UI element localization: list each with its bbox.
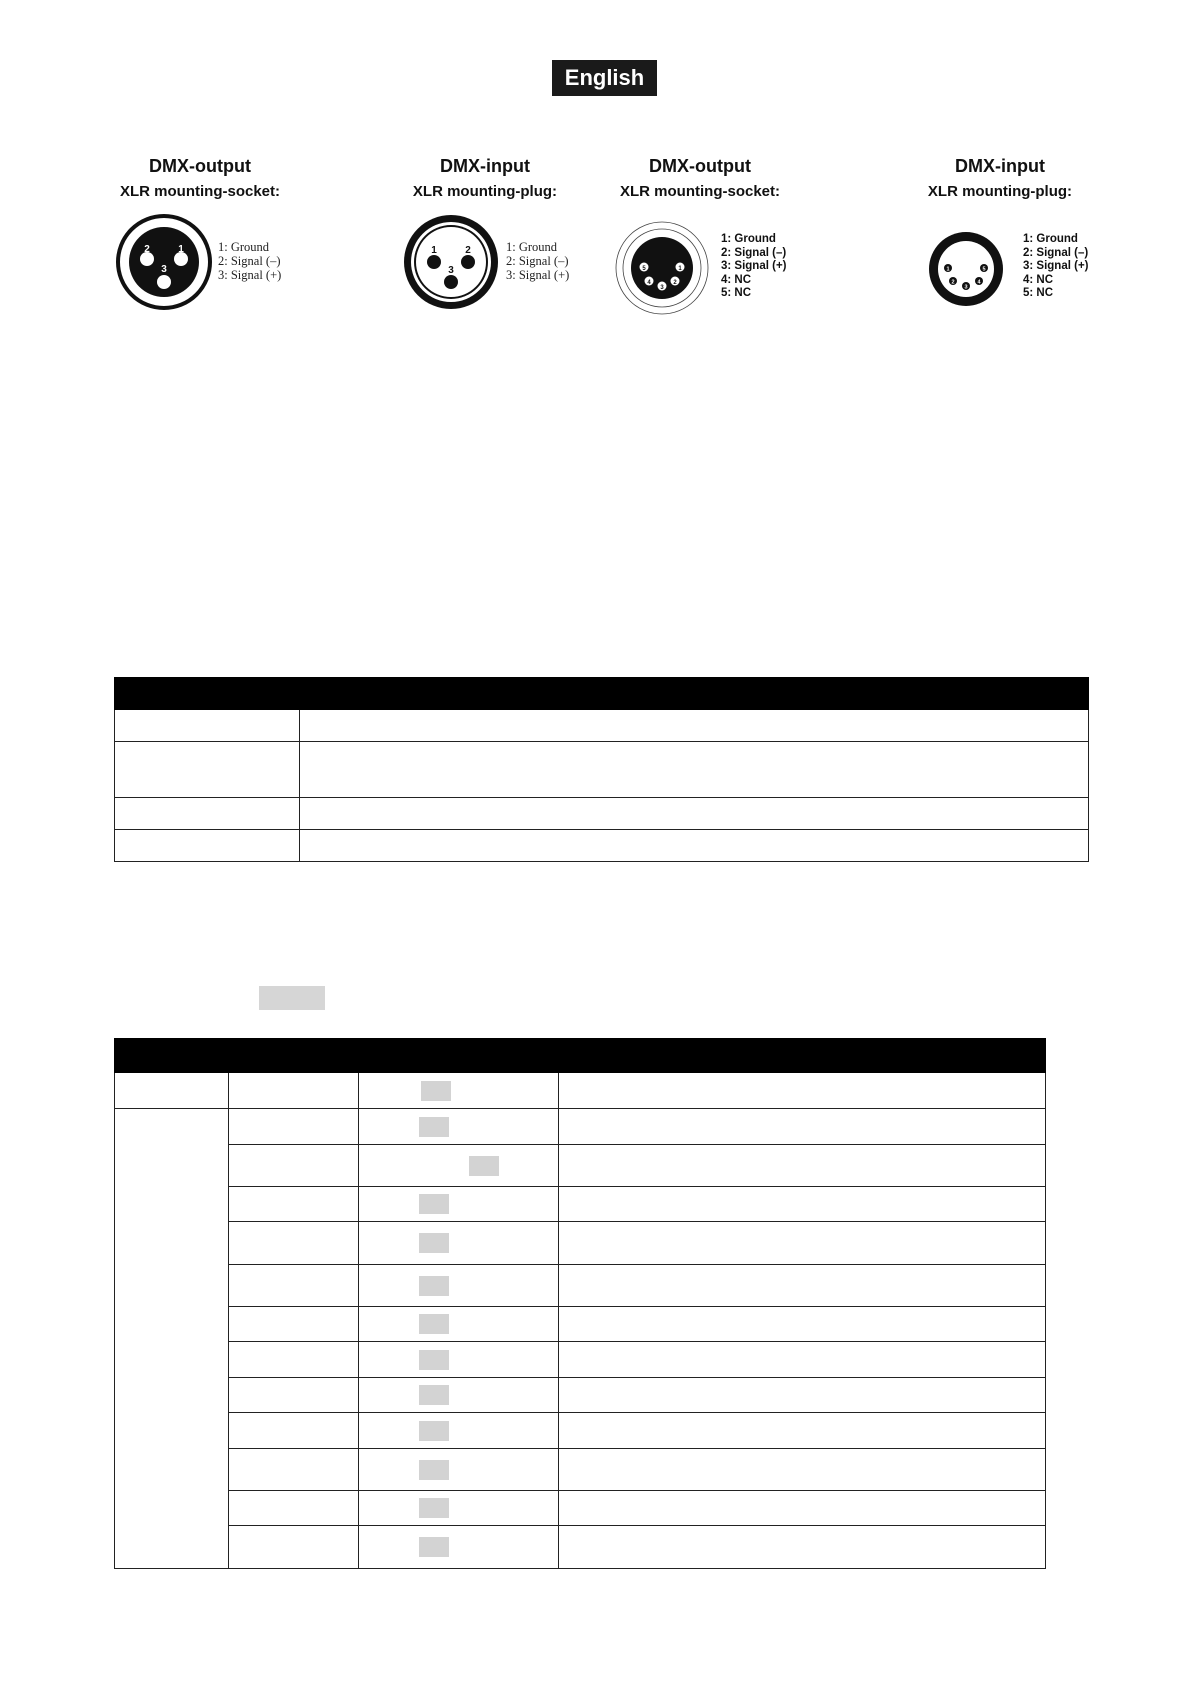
table-header-row: [115, 1039, 1046, 1073]
pin-number: 3: [660, 285, 664, 291]
highlight: [419, 1194, 449, 1214]
xlr-5pin-socket-diagram: [614, 220, 710, 316]
pin-legend: [218, 240, 281, 282]
highlight: [419, 1537, 449, 1557]
table-cell: [559, 1413, 1046, 1449]
pin-number: 1: [431, 245, 437, 256]
pin-number: 3: [161, 264, 167, 275]
table-1: [114, 677, 1089, 862]
pin-number: 3: [964, 284, 968, 291]
table-header-cell: [300, 678, 1089, 710]
table-row: [115, 1449, 1046, 1491]
pin-label: 3: Signal (+): [1023, 260, 1089, 272]
table-cell: [359, 1526, 559, 1569]
xlr-5pin-plug-diagram: [928, 231, 1004, 307]
connector-subtitle: XLR mounting-plug:: [412, 183, 558, 200]
connector-subtitle: XLR mounting-plug:: [927, 183, 1073, 200]
pin-number: 1: [946, 266, 950, 273]
table-cell: [559, 1109, 1046, 1145]
table-row: [115, 742, 1089, 798]
table-row: [115, 1073, 1046, 1109]
pin-number: 5: [982, 266, 986, 273]
connector-subtitle: XLR mounting-socket:: [620, 183, 780, 200]
highlight: [419, 1460, 449, 1480]
table-cell: [359, 1413, 559, 1449]
table-cell: [229, 1265, 359, 1307]
pin-label: 2: Signal (–): [506, 254, 569, 268]
table-row: [115, 1491, 1046, 1526]
highlight: [419, 1314, 449, 1334]
pin-label: 1: Ground: [1023, 233, 1078, 245]
table-row: [115, 1413, 1046, 1449]
table-cell: [229, 1413, 359, 1449]
table-cell: [559, 1307, 1046, 1342]
language-tag: English: [552, 60, 657, 96]
pin-number: 1: [678, 266, 682, 272]
pin-label: 3: Signal (+): [506, 268, 570, 282]
table-cell: [300, 798, 1089, 830]
xlr-3pin-plug-diagram: [401, 212, 501, 312]
table-row: [115, 1187, 1046, 1222]
table-cell: [559, 1145, 1046, 1187]
table-cell: [229, 1491, 359, 1526]
pin-label: 5: NC: [1023, 287, 1054, 299]
table-cell: [115, 710, 300, 742]
xlr-3pin-socket-diagram: [114, 212, 214, 312]
pin-label: 4: NC: [1023, 273, 1054, 286]
table-row: [115, 798, 1089, 830]
table-cell: [359, 1449, 559, 1491]
pin-number: 2: [465, 245, 471, 256]
table-cell: [115, 830, 300, 862]
pin-number: 3: [448, 265, 454, 276]
table-row: [115, 1526, 1046, 1569]
table-cell: [559, 1449, 1046, 1491]
table-cell: [229, 1145, 359, 1187]
pin-number: 2: [951, 279, 955, 286]
table-cell: [300, 830, 1089, 862]
highlight: [419, 1233, 449, 1253]
pin-label: 3: Signal (+): [218, 268, 282, 282]
pin-label: 3: Signal (+): [721, 260, 787, 272]
table-row: [115, 710, 1089, 742]
pin-label: 1: Ground: [506, 240, 558, 254]
table-cell: [359, 1265, 559, 1307]
highlight: [469, 1156, 499, 1176]
pin-label: 2: Signal (–): [721, 246, 787, 259]
table-cell: [115, 798, 300, 830]
table-row: [115, 1378, 1046, 1413]
table-cell: [229, 1449, 359, 1491]
pin-label: 5: NC: [721, 287, 752, 299]
table-row: [115, 1307, 1046, 1342]
table-cell: [359, 1307, 559, 1342]
connector-dmx-output-5pin: [610, 156, 790, 200]
table-row: [115, 830, 1089, 862]
table-cell: [115, 742, 300, 798]
pin-label: 2: Signal (–): [1023, 246, 1089, 259]
table-cell: [559, 1526, 1046, 1569]
pin-number: 2: [673, 280, 677, 286]
table-cell: [559, 1342, 1046, 1378]
pin-legend: [1023, 233, 1089, 301]
table-cell: [115, 1109, 229, 1569]
highlight: [419, 1350, 449, 1370]
pin-number: 1: [178, 244, 184, 255]
pin-number: 2: [144, 244, 150, 255]
table-cell: [229, 1073, 359, 1109]
table-header-row: [115, 678, 1089, 710]
highlight: [419, 1498, 449, 1518]
connector-title: DMX-output: [149, 156, 251, 176]
table-cell: [359, 1222, 559, 1265]
table-cell: [359, 1187, 559, 1222]
table-cell: [359, 1145, 559, 1187]
table-cell: [559, 1265, 1046, 1307]
table-header-cell: [115, 678, 300, 710]
table-header-cell: [115, 1039, 229, 1073]
pin-label: 1: Ground: [721, 233, 776, 245]
connector-title: DMX-input: [955, 156, 1045, 176]
pin-label: 1: Ground: [218, 240, 270, 254]
table-cell: [359, 1491, 559, 1526]
table-cell: [229, 1307, 359, 1342]
pin-label: 2: Signal (–): [218, 254, 281, 268]
table-cell: [229, 1378, 359, 1413]
connector-subtitle: XLR mounting-socket:: [120, 183, 280, 200]
highlight: [419, 1276, 449, 1296]
table-cell: [229, 1526, 359, 1569]
connector-title: DMX-input: [440, 156, 530, 176]
highlight-box: [259, 986, 325, 1010]
table-cell: [359, 1109, 559, 1145]
table-row: [115, 1222, 1046, 1265]
highlight: [419, 1117, 449, 1137]
table-row: [115, 1145, 1046, 1187]
table-cell: [559, 1222, 1046, 1265]
pin-label: 4: NC: [721, 273, 752, 286]
pin-number: 5: [642, 266, 646, 272]
table-header-cell: [229, 1039, 359, 1073]
table-2: [114, 1038, 1046, 1569]
table-cell: [359, 1073, 559, 1109]
table-cell: [229, 1187, 359, 1222]
table-cell: [559, 1378, 1046, 1413]
pin-number: 4: [977, 279, 981, 286]
table-row: [115, 1109, 1046, 1145]
table-cell: [559, 1491, 1046, 1526]
connector-dmx-input-5pin: [910, 156, 1090, 200]
table-cell: [115, 1073, 229, 1109]
table-header-cell: [559, 1039, 1046, 1073]
highlight: [419, 1421, 449, 1441]
table-cell: [359, 1378, 559, 1413]
table-cell: [300, 742, 1089, 798]
table-row: [115, 1265, 1046, 1307]
connector-dmx-output-3pin: [110, 156, 290, 200]
table-cell: [229, 1222, 359, 1265]
table-cell: [229, 1109, 359, 1145]
table-cell: [559, 1073, 1046, 1109]
table-cell: [229, 1342, 359, 1378]
pin-number: 4: [647, 280, 651, 286]
table-cell: [359, 1342, 559, 1378]
connector-dmx-input-3pin: [400, 156, 570, 200]
table-cell: [559, 1187, 1046, 1222]
highlight: [419, 1385, 449, 1405]
table-header-cell: [359, 1039, 559, 1073]
pin-legend: [506, 240, 569, 282]
table-row: [115, 1342, 1046, 1378]
table-cell: [300, 710, 1089, 742]
highlight: [421, 1081, 451, 1101]
pin-legend: [721, 233, 787, 301]
connector-title: DMX-output: [649, 156, 751, 176]
